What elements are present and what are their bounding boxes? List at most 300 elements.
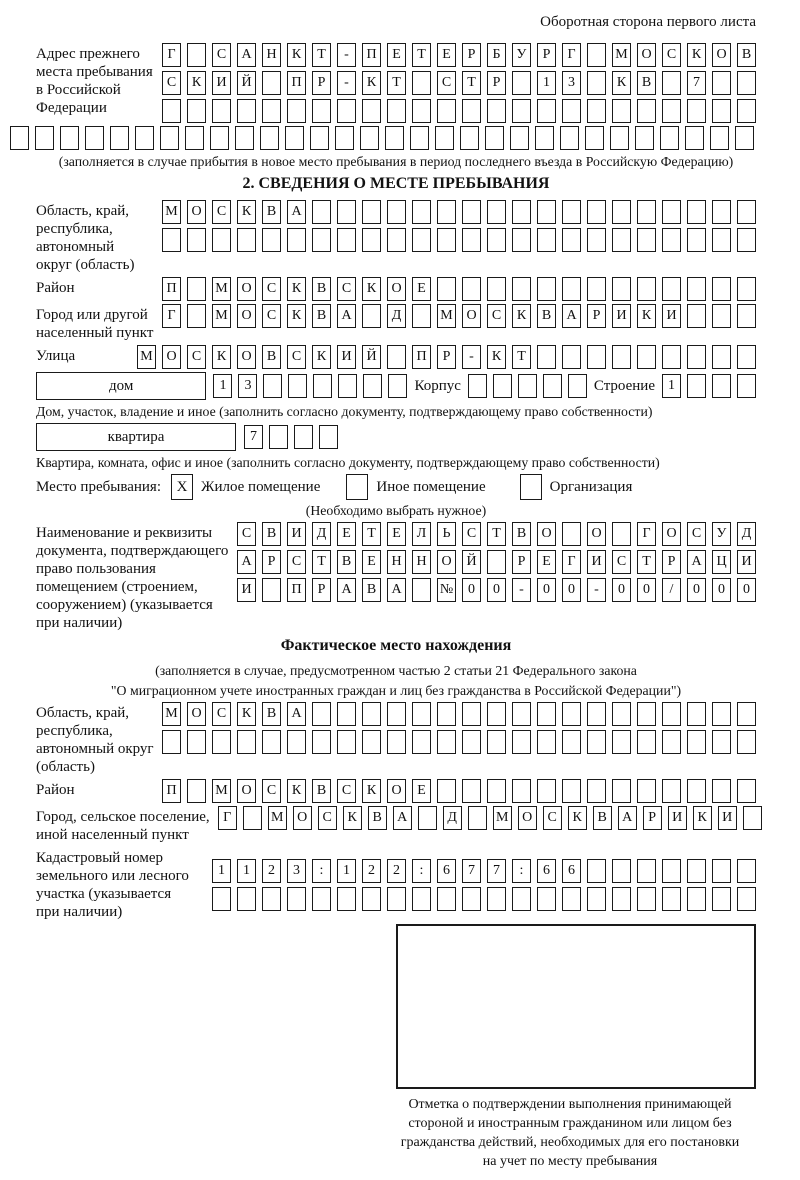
char-cell[interactable]: 0 bbox=[612, 578, 631, 602]
char-cell[interactable]: - bbox=[337, 71, 356, 95]
char-cell[interactable] bbox=[662, 859, 681, 883]
char-cell[interactable]: О bbox=[237, 277, 256, 301]
char-cell[interactable] bbox=[537, 779, 556, 803]
char-cell[interactable] bbox=[712, 304, 731, 328]
char-cell[interactable]: Д bbox=[387, 304, 406, 328]
char-cell[interactable] bbox=[387, 730, 406, 754]
char-cell[interactable]: Т bbox=[637, 550, 656, 574]
char-cell[interactable] bbox=[312, 99, 331, 123]
char-cell[interactable] bbox=[412, 200, 431, 224]
char-cell[interactable]: Г bbox=[218, 806, 237, 830]
char-cell[interactable]: К bbox=[362, 779, 381, 803]
char-cell[interactable] bbox=[612, 277, 631, 301]
char-cell[interactable]: 7 bbox=[487, 859, 506, 883]
char-cell[interactable] bbox=[587, 345, 606, 369]
char-cell[interactable] bbox=[487, 550, 506, 574]
char-cell[interactable] bbox=[462, 702, 481, 726]
char-cell[interactable] bbox=[585, 126, 604, 150]
char-cell[interactable] bbox=[687, 374, 706, 398]
char-cell[interactable] bbox=[212, 887, 231, 911]
char-cell[interactable]: К bbox=[512, 304, 531, 328]
char-cell[interactable] bbox=[637, 887, 656, 911]
char-cell[interactable] bbox=[412, 71, 431, 95]
char-cell[interactable]: Н bbox=[387, 550, 406, 574]
char-cell[interactable]: А bbox=[393, 806, 412, 830]
char-cell[interactable] bbox=[460, 126, 479, 150]
char-cell[interactable] bbox=[237, 228, 256, 252]
char-cell[interactable]: 2 bbox=[262, 859, 281, 883]
char-cell[interactable] bbox=[660, 126, 679, 150]
char-cell[interactable]: 3 bbox=[562, 71, 581, 95]
char-cell[interactable]: С bbox=[162, 71, 181, 95]
char-cell[interactable]: Р bbox=[512, 550, 531, 574]
char-cell[interactable]: В bbox=[262, 702, 281, 726]
char-cell[interactable]: С bbox=[437, 71, 456, 95]
char-cell[interactable]: 1 bbox=[213, 374, 232, 398]
char-cell[interactable] bbox=[262, 71, 281, 95]
char-cell[interactable] bbox=[687, 779, 706, 803]
char-cell[interactable] bbox=[462, 228, 481, 252]
char-cell[interactable]: П bbox=[412, 345, 431, 369]
char-cell[interactable]: Р bbox=[587, 304, 606, 328]
char-cell[interactable]: К bbox=[287, 304, 306, 328]
char-cell[interactable] bbox=[462, 779, 481, 803]
char-cell[interactable]: 0 bbox=[487, 578, 506, 602]
char-cell[interactable]: К bbox=[568, 806, 587, 830]
char-cell[interactable] bbox=[487, 228, 506, 252]
char-cell[interactable]: К bbox=[287, 43, 306, 67]
char-cell[interactable] bbox=[562, 522, 581, 546]
char-cell[interactable]: А bbox=[562, 304, 581, 328]
char-cell[interactable]: / bbox=[662, 578, 681, 602]
char-cell[interactable] bbox=[562, 730, 581, 754]
char-cell[interactable] bbox=[187, 304, 206, 328]
char-cell[interactable] bbox=[212, 228, 231, 252]
char-cell[interactable]: 0 bbox=[637, 578, 656, 602]
char-cell[interactable] bbox=[388, 374, 407, 398]
char-cell[interactable]: К bbox=[237, 200, 256, 224]
char-cell[interactable] bbox=[187, 779, 206, 803]
char-cell[interactable] bbox=[337, 702, 356, 726]
char-cell[interactable]: К bbox=[487, 345, 506, 369]
char-cell[interactable]: 2 bbox=[362, 859, 381, 883]
char-cell[interactable] bbox=[662, 200, 681, 224]
char-cell[interactable]: Е bbox=[537, 550, 556, 574]
char-cell[interactable]: - bbox=[337, 43, 356, 67]
char-cell[interactable] bbox=[487, 277, 506, 301]
char-cell[interactable]: А bbox=[287, 702, 306, 726]
char-cell[interactable] bbox=[535, 126, 554, 150]
char-cell[interactable] bbox=[687, 200, 706, 224]
char-cell[interactable] bbox=[587, 887, 606, 911]
char-cell[interactable] bbox=[212, 99, 231, 123]
char-cell[interactable]: Е bbox=[387, 43, 406, 67]
char-cell[interactable] bbox=[637, 200, 656, 224]
char-cell[interactable]: К bbox=[212, 345, 231, 369]
char-cell[interactable] bbox=[612, 228, 631, 252]
char-cell[interactable]: 1 bbox=[337, 859, 356, 883]
char-cell[interactable] bbox=[687, 345, 706, 369]
char-cell[interactable]: П bbox=[287, 578, 306, 602]
char-cell[interactable]: О bbox=[237, 304, 256, 328]
char-cell[interactable] bbox=[262, 228, 281, 252]
char-cell[interactable] bbox=[562, 779, 581, 803]
char-cell[interactable] bbox=[462, 277, 481, 301]
char-cell[interactable]: И bbox=[737, 550, 756, 574]
char-cell[interactable]: И bbox=[587, 550, 606, 574]
char-cell[interactable] bbox=[537, 702, 556, 726]
char-cell[interactable]: А bbox=[618, 806, 637, 830]
char-cell[interactable] bbox=[587, 200, 606, 224]
char-cell[interactable]: Й bbox=[362, 345, 381, 369]
char-cell[interactable]: Д bbox=[312, 522, 331, 546]
char-cell[interactable]: О bbox=[237, 779, 256, 803]
char-cell[interactable] bbox=[387, 345, 406, 369]
char-cell[interactable]: М bbox=[268, 806, 287, 830]
char-cell[interactable] bbox=[162, 99, 181, 123]
char-cell[interactable] bbox=[612, 887, 631, 911]
char-cell[interactable] bbox=[637, 228, 656, 252]
char-cell[interactable] bbox=[512, 779, 531, 803]
char-cell[interactable]: Т bbox=[412, 43, 431, 67]
char-cell[interactable]: В bbox=[362, 578, 381, 602]
char-cell[interactable]: В bbox=[312, 277, 331, 301]
char-cell[interactable] bbox=[385, 126, 404, 150]
char-cell[interactable]: А bbox=[237, 43, 256, 67]
char-cell[interactable] bbox=[537, 730, 556, 754]
char-cell[interactable] bbox=[612, 345, 631, 369]
char-cell[interactable] bbox=[10, 126, 29, 150]
char-cell[interactable] bbox=[288, 374, 307, 398]
char-cell[interactable]: Р bbox=[262, 550, 281, 574]
char-cell[interactable]: М bbox=[493, 806, 512, 830]
char-cell[interactable] bbox=[243, 806, 262, 830]
char-cell[interactable] bbox=[685, 126, 704, 150]
char-cell[interactable] bbox=[612, 702, 631, 726]
char-cell[interactable] bbox=[562, 277, 581, 301]
char-cell[interactable] bbox=[662, 887, 681, 911]
char-cell[interactable]: 2 bbox=[387, 859, 406, 883]
char-cell[interactable] bbox=[487, 730, 506, 754]
char-cell[interactable]: 0 bbox=[712, 578, 731, 602]
char-cell[interactable]: С bbox=[212, 43, 231, 67]
char-cell[interactable] bbox=[162, 228, 181, 252]
char-cell[interactable]: О bbox=[537, 522, 556, 546]
char-cell[interactable] bbox=[187, 99, 206, 123]
char-cell[interactable] bbox=[462, 887, 481, 911]
char-cell[interactable] bbox=[260, 126, 279, 150]
char-cell[interactable] bbox=[362, 228, 381, 252]
char-cell[interactable]: О bbox=[637, 43, 656, 67]
char-cell[interactable] bbox=[662, 71, 681, 95]
char-cell[interactable]: В bbox=[537, 304, 556, 328]
char-cell[interactable] bbox=[338, 374, 357, 398]
char-cell[interactable] bbox=[537, 887, 556, 911]
char-cell[interactable] bbox=[712, 374, 731, 398]
char-cell[interactable] bbox=[462, 730, 481, 754]
char-cell[interactable] bbox=[387, 887, 406, 911]
char-cell[interactable] bbox=[312, 200, 331, 224]
char-cell[interactable]: М bbox=[162, 702, 181, 726]
char-cell[interactable] bbox=[737, 304, 756, 328]
char-cell[interactable] bbox=[269, 425, 288, 449]
char-cell[interactable] bbox=[537, 345, 556, 369]
char-cell[interactable]: 7 bbox=[462, 859, 481, 883]
char-cell[interactable] bbox=[437, 779, 456, 803]
char-cell[interactable] bbox=[468, 806, 487, 830]
char-cell[interactable]: 0 bbox=[462, 578, 481, 602]
char-cell[interactable]: С bbox=[612, 550, 631, 574]
char-cell[interactable] bbox=[237, 730, 256, 754]
char-cell[interactable]: А bbox=[237, 550, 256, 574]
char-cell[interactable] bbox=[637, 99, 656, 123]
char-cell[interactable] bbox=[263, 374, 282, 398]
char-cell[interactable]: С bbox=[262, 779, 281, 803]
char-cell[interactable] bbox=[612, 200, 631, 224]
char-cell[interactable] bbox=[612, 730, 631, 754]
char-cell[interactable]: - bbox=[587, 578, 606, 602]
char-cell[interactable] bbox=[435, 126, 454, 150]
char-cell[interactable] bbox=[737, 277, 756, 301]
char-cell[interactable]: Г bbox=[562, 43, 581, 67]
char-cell[interactable] bbox=[737, 345, 756, 369]
char-cell[interactable]: И bbox=[612, 304, 631, 328]
char-cell[interactable] bbox=[285, 126, 304, 150]
char-cell[interactable]: О bbox=[187, 200, 206, 224]
char-cell[interactable] bbox=[462, 200, 481, 224]
char-cell[interactable]: Т bbox=[512, 345, 531, 369]
char-cell[interactable]: О bbox=[187, 702, 206, 726]
char-cell[interactable] bbox=[537, 228, 556, 252]
char-cell[interactable] bbox=[487, 887, 506, 911]
char-cell[interactable]: С bbox=[187, 345, 206, 369]
char-cell[interactable] bbox=[612, 522, 631, 546]
char-cell[interactable]: 7 bbox=[244, 425, 263, 449]
char-cell[interactable]: 0 bbox=[737, 578, 756, 602]
char-cell[interactable] bbox=[235, 126, 254, 150]
char-cell[interactable] bbox=[437, 99, 456, 123]
char-cell[interactable] bbox=[362, 702, 381, 726]
char-cell[interactable]: Ь bbox=[437, 522, 456, 546]
char-cell[interactable]: М bbox=[212, 779, 231, 803]
char-cell[interactable]: Е bbox=[412, 277, 431, 301]
char-cell[interactable]: Н bbox=[262, 43, 281, 67]
char-cell[interactable]: Т bbox=[462, 71, 481, 95]
char-cell[interactable] bbox=[387, 228, 406, 252]
char-cell[interactable] bbox=[287, 99, 306, 123]
char-cell[interactable]: К bbox=[287, 277, 306, 301]
char-cell[interactable] bbox=[637, 702, 656, 726]
char-cell[interactable]: 6 bbox=[537, 859, 556, 883]
char-cell[interactable] bbox=[518, 374, 537, 398]
char-cell[interactable]: - bbox=[512, 578, 531, 602]
char-cell[interactable]: О bbox=[387, 277, 406, 301]
char-cell[interactable] bbox=[712, 228, 731, 252]
char-cell[interactable] bbox=[310, 126, 329, 150]
char-cell[interactable] bbox=[587, 228, 606, 252]
char-cell[interactable] bbox=[312, 228, 331, 252]
char-cell[interactable]: О bbox=[518, 806, 537, 830]
char-cell[interactable]: О bbox=[662, 522, 681, 546]
char-cell[interactable] bbox=[562, 99, 581, 123]
char-cell[interactable]: В bbox=[312, 304, 331, 328]
char-cell[interactable] bbox=[362, 99, 381, 123]
char-cell[interactable] bbox=[287, 730, 306, 754]
char-cell[interactable] bbox=[662, 779, 681, 803]
char-cell[interactable] bbox=[493, 374, 512, 398]
char-cell[interactable] bbox=[60, 126, 79, 150]
char-cell[interactable] bbox=[562, 345, 581, 369]
char-cell[interactable] bbox=[187, 277, 206, 301]
checkbox-residential[interactable]: X bbox=[171, 474, 193, 500]
char-cell[interactable] bbox=[337, 730, 356, 754]
char-cell[interactable]: С bbox=[487, 304, 506, 328]
char-cell[interactable] bbox=[412, 99, 431, 123]
char-cell[interactable] bbox=[410, 126, 429, 150]
char-cell[interactable] bbox=[712, 71, 731, 95]
char-cell[interactable] bbox=[312, 730, 331, 754]
char-cell[interactable]: : bbox=[312, 859, 331, 883]
char-cell[interactable]: С bbox=[262, 304, 281, 328]
char-cell[interactable]: В bbox=[512, 522, 531, 546]
char-cell[interactable] bbox=[587, 43, 606, 67]
char-cell[interactable] bbox=[412, 730, 431, 754]
char-cell[interactable]: П bbox=[287, 71, 306, 95]
char-cell[interactable] bbox=[737, 859, 756, 883]
char-cell[interactable]: Б bbox=[487, 43, 506, 67]
char-cell[interactable]: В bbox=[262, 345, 281, 369]
char-cell[interactable] bbox=[412, 228, 431, 252]
char-cell[interactable] bbox=[562, 228, 581, 252]
char-cell[interactable]: С bbox=[337, 779, 356, 803]
char-cell[interactable] bbox=[587, 730, 606, 754]
char-cell[interactable]: К bbox=[312, 345, 331, 369]
char-cell[interactable] bbox=[387, 200, 406, 224]
char-cell[interactable] bbox=[262, 99, 281, 123]
char-cell[interactable] bbox=[737, 99, 756, 123]
char-cell[interactable]: С bbox=[287, 550, 306, 574]
char-cell[interactable] bbox=[387, 702, 406, 726]
char-cell[interactable] bbox=[587, 779, 606, 803]
checkbox-organization[interactable] bbox=[520, 474, 542, 500]
char-cell[interactable]: 1 bbox=[212, 859, 231, 883]
char-cell[interactable]: М bbox=[437, 304, 456, 328]
char-cell[interactable]: Т bbox=[312, 43, 331, 67]
char-cell[interactable]: С bbox=[662, 43, 681, 67]
char-cell[interactable] bbox=[687, 730, 706, 754]
char-cell[interactable]: Е bbox=[337, 522, 356, 546]
char-cell[interactable] bbox=[662, 345, 681, 369]
char-cell[interactable]: У bbox=[512, 43, 531, 67]
char-cell[interactable]: А bbox=[287, 200, 306, 224]
char-cell[interactable] bbox=[712, 200, 731, 224]
char-cell[interactable]: В bbox=[368, 806, 387, 830]
char-cell[interactable]: С bbox=[212, 702, 231, 726]
char-cell[interactable] bbox=[462, 99, 481, 123]
char-cell[interactable] bbox=[637, 779, 656, 803]
char-cell[interactable] bbox=[687, 228, 706, 252]
char-cell[interactable] bbox=[319, 425, 338, 449]
char-cell[interactable]: Р bbox=[487, 71, 506, 95]
char-cell[interactable] bbox=[487, 702, 506, 726]
char-cell[interactable]: К bbox=[237, 702, 256, 726]
char-cell[interactable]: С bbox=[337, 277, 356, 301]
char-cell[interactable]: К bbox=[687, 43, 706, 67]
char-cell[interactable] bbox=[210, 126, 229, 150]
char-cell[interactable] bbox=[587, 71, 606, 95]
char-cell[interactable]: 0 bbox=[687, 578, 706, 602]
char-cell[interactable]: № bbox=[437, 578, 456, 602]
char-cell[interactable] bbox=[687, 859, 706, 883]
char-cell[interactable]: Д bbox=[443, 806, 462, 830]
char-cell[interactable]: К bbox=[362, 71, 381, 95]
char-cell[interactable] bbox=[512, 200, 531, 224]
char-cell[interactable]: О bbox=[437, 550, 456, 574]
char-cell[interactable]: Л bbox=[412, 522, 431, 546]
char-cell[interactable]: 1 bbox=[237, 859, 256, 883]
char-cell[interactable]: И bbox=[662, 304, 681, 328]
char-cell[interactable] bbox=[437, 730, 456, 754]
char-cell[interactable]: К bbox=[693, 806, 712, 830]
char-cell[interactable]: Р bbox=[643, 806, 662, 830]
char-cell[interactable] bbox=[512, 228, 531, 252]
char-cell[interactable] bbox=[687, 702, 706, 726]
char-cell[interactable]: Й bbox=[462, 550, 481, 574]
char-cell[interactable] bbox=[635, 126, 654, 150]
char-cell[interactable]: С bbox=[543, 806, 562, 830]
char-cell[interactable] bbox=[362, 730, 381, 754]
char-cell[interactable]: В bbox=[637, 71, 656, 95]
char-cell[interactable]: Р bbox=[537, 43, 556, 67]
char-cell[interactable] bbox=[562, 702, 581, 726]
char-cell[interactable] bbox=[468, 374, 487, 398]
char-cell[interactable]: Д bbox=[737, 522, 756, 546]
char-cell[interactable]: В bbox=[262, 200, 281, 224]
char-cell[interactable]: Р bbox=[312, 71, 331, 95]
char-cell[interactable] bbox=[587, 99, 606, 123]
char-cell[interactable] bbox=[187, 43, 206, 67]
char-cell[interactable]: 3 bbox=[287, 859, 306, 883]
char-cell[interactable]: Т bbox=[387, 71, 406, 95]
char-cell[interactable] bbox=[335, 126, 354, 150]
char-cell[interactable] bbox=[212, 730, 231, 754]
char-cell[interactable]: Р bbox=[662, 550, 681, 574]
char-cell[interactable]: О bbox=[462, 304, 481, 328]
char-cell[interactable]: Е bbox=[387, 522, 406, 546]
char-cell[interactable] bbox=[612, 99, 631, 123]
char-cell[interactable]: К bbox=[612, 71, 631, 95]
char-cell[interactable] bbox=[360, 126, 379, 150]
char-cell[interactable] bbox=[662, 702, 681, 726]
char-cell[interactable] bbox=[637, 277, 656, 301]
char-cell[interactable] bbox=[610, 126, 629, 150]
char-cell[interactable] bbox=[485, 126, 504, 150]
char-cell[interactable]: 6 bbox=[437, 859, 456, 883]
char-cell[interactable]: К bbox=[362, 277, 381, 301]
char-cell[interactable]: И bbox=[212, 71, 231, 95]
char-cell[interactable]: М bbox=[162, 200, 181, 224]
char-cell[interactable] bbox=[712, 730, 731, 754]
char-cell[interactable]: - bbox=[462, 345, 481, 369]
char-cell[interactable] bbox=[512, 887, 531, 911]
char-cell[interactable] bbox=[712, 779, 731, 803]
char-cell[interactable] bbox=[362, 200, 381, 224]
char-cell[interactable]: М bbox=[212, 277, 231, 301]
char-cell[interactable] bbox=[287, 228, 306, 252]
char-cell[interactable] bbox=[313, 374, 332, 398]
char-cell[interactable] bbox=[337, 99, 356, 123]
char-cell[interactable]: А bbox=[387, 578, 406, 602]
